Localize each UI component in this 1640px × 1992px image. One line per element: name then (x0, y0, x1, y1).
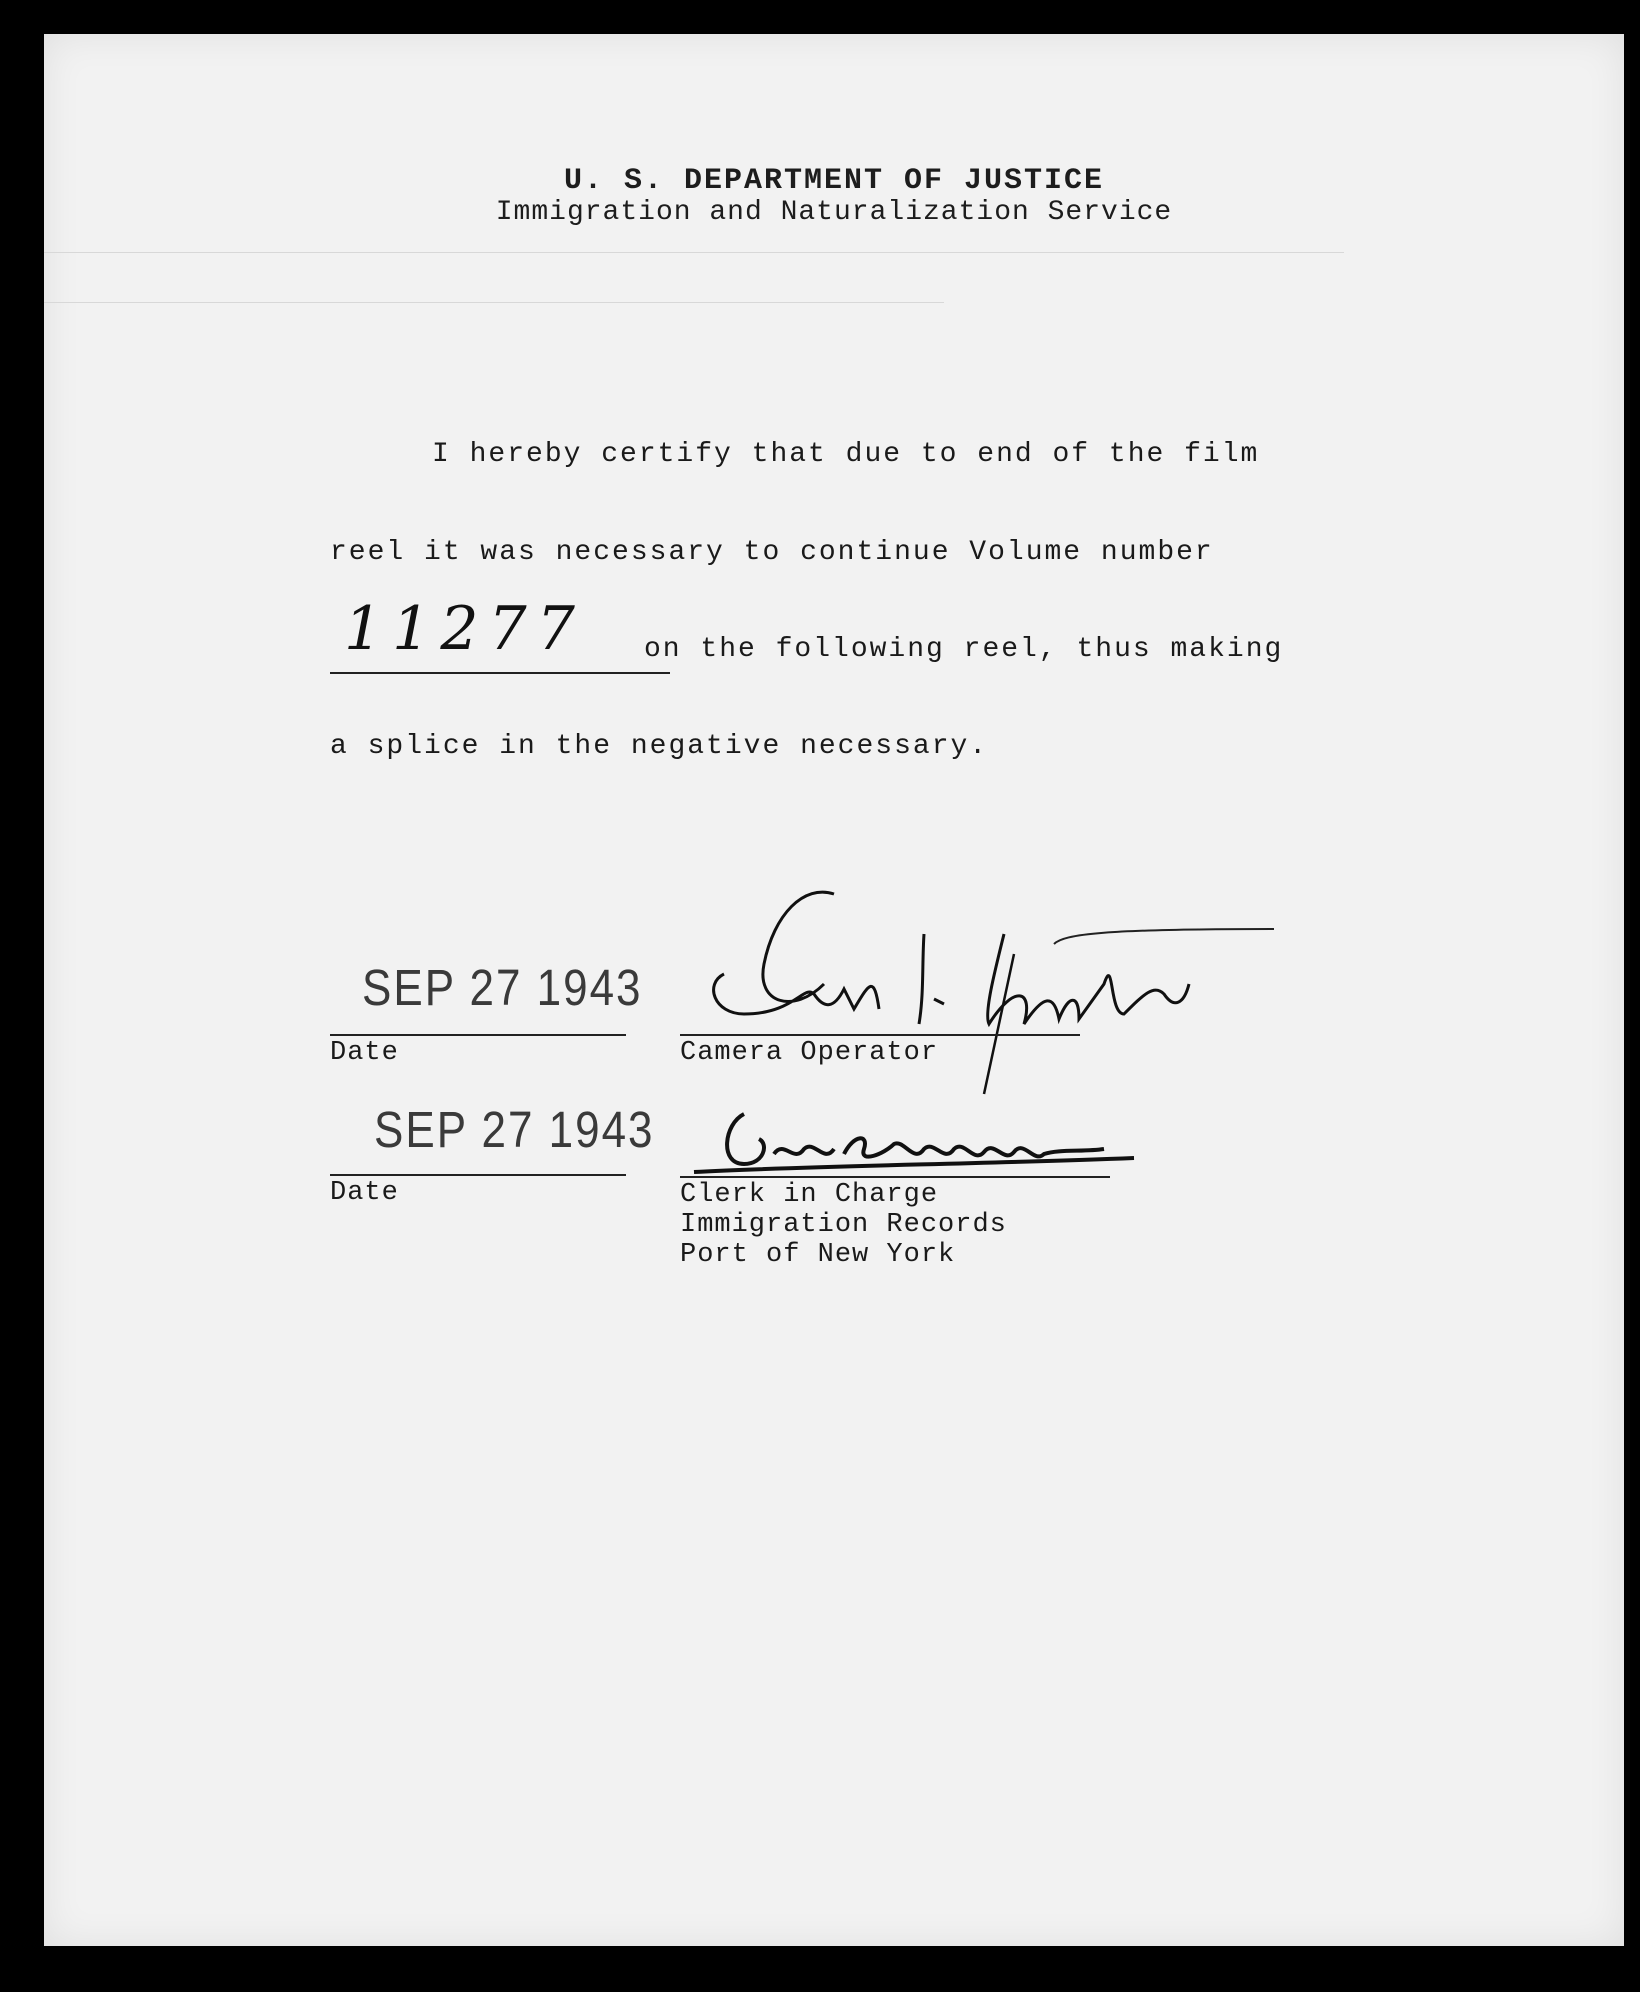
faint-rule (44, 252, 1344, 253)
volume-number-underline (330, 672, 670, 674)
date-label-2: Date (330, 1178, 399, 1208)
volume-number-handwritten: 11277 (344, 594, 585, 664)
agency-heading: U. S. DEPARTMENT OF JUSTICE (563, 164, 1105, 198)
camera-operator-underline (680, 1034, 1080, 1036)
date-label-1: Date (330, 1038, 399, 1068)
faint-rule (44, 302, 944, 303)
camera-operator-signature (684, 874, 1304, 1114)
clerk-label-line-1: Clerk in Charge (680, 1180, 939, 1210)
date-underline-2 (330, 1174, 626, 1176)
body-line-4: a splice in the negative necessary. (330, 731, 989, 762)
clerk-label-line-3: Port of New York (680, 1240, 956, 1270)
service-heading: Immigration and Naturalization Service (495, 197, 1173, 228)
body-line-3: on the following reel, thus making (644, 634, 1284, 665)
date-stamp-2: SEP 27 1943 (374, 1102, 655, 1159)
clerk-underline (680, 1176, 1110, 1178)
body-line-1: I hereby certify that due to end of the film (432, 439, 1260, 470)
date-underline-1 (330, 1034, 626, 1036)
document-sheet (44, 34, 1624, 1946)
camera-operator-label: Camera Operator (680, 1038, 939, 1068)
clerk-label-line-2: Immigration Records (680, 1210, 1007, 1240)
body-line-2: reel it was necessary to continue Volume number (330, 537, 1214, 568)
date-stamp-1: SEP 27 1943 (362, 960, 643, 1017)
clerk-signature (684, 1094, 1204, 1194)
